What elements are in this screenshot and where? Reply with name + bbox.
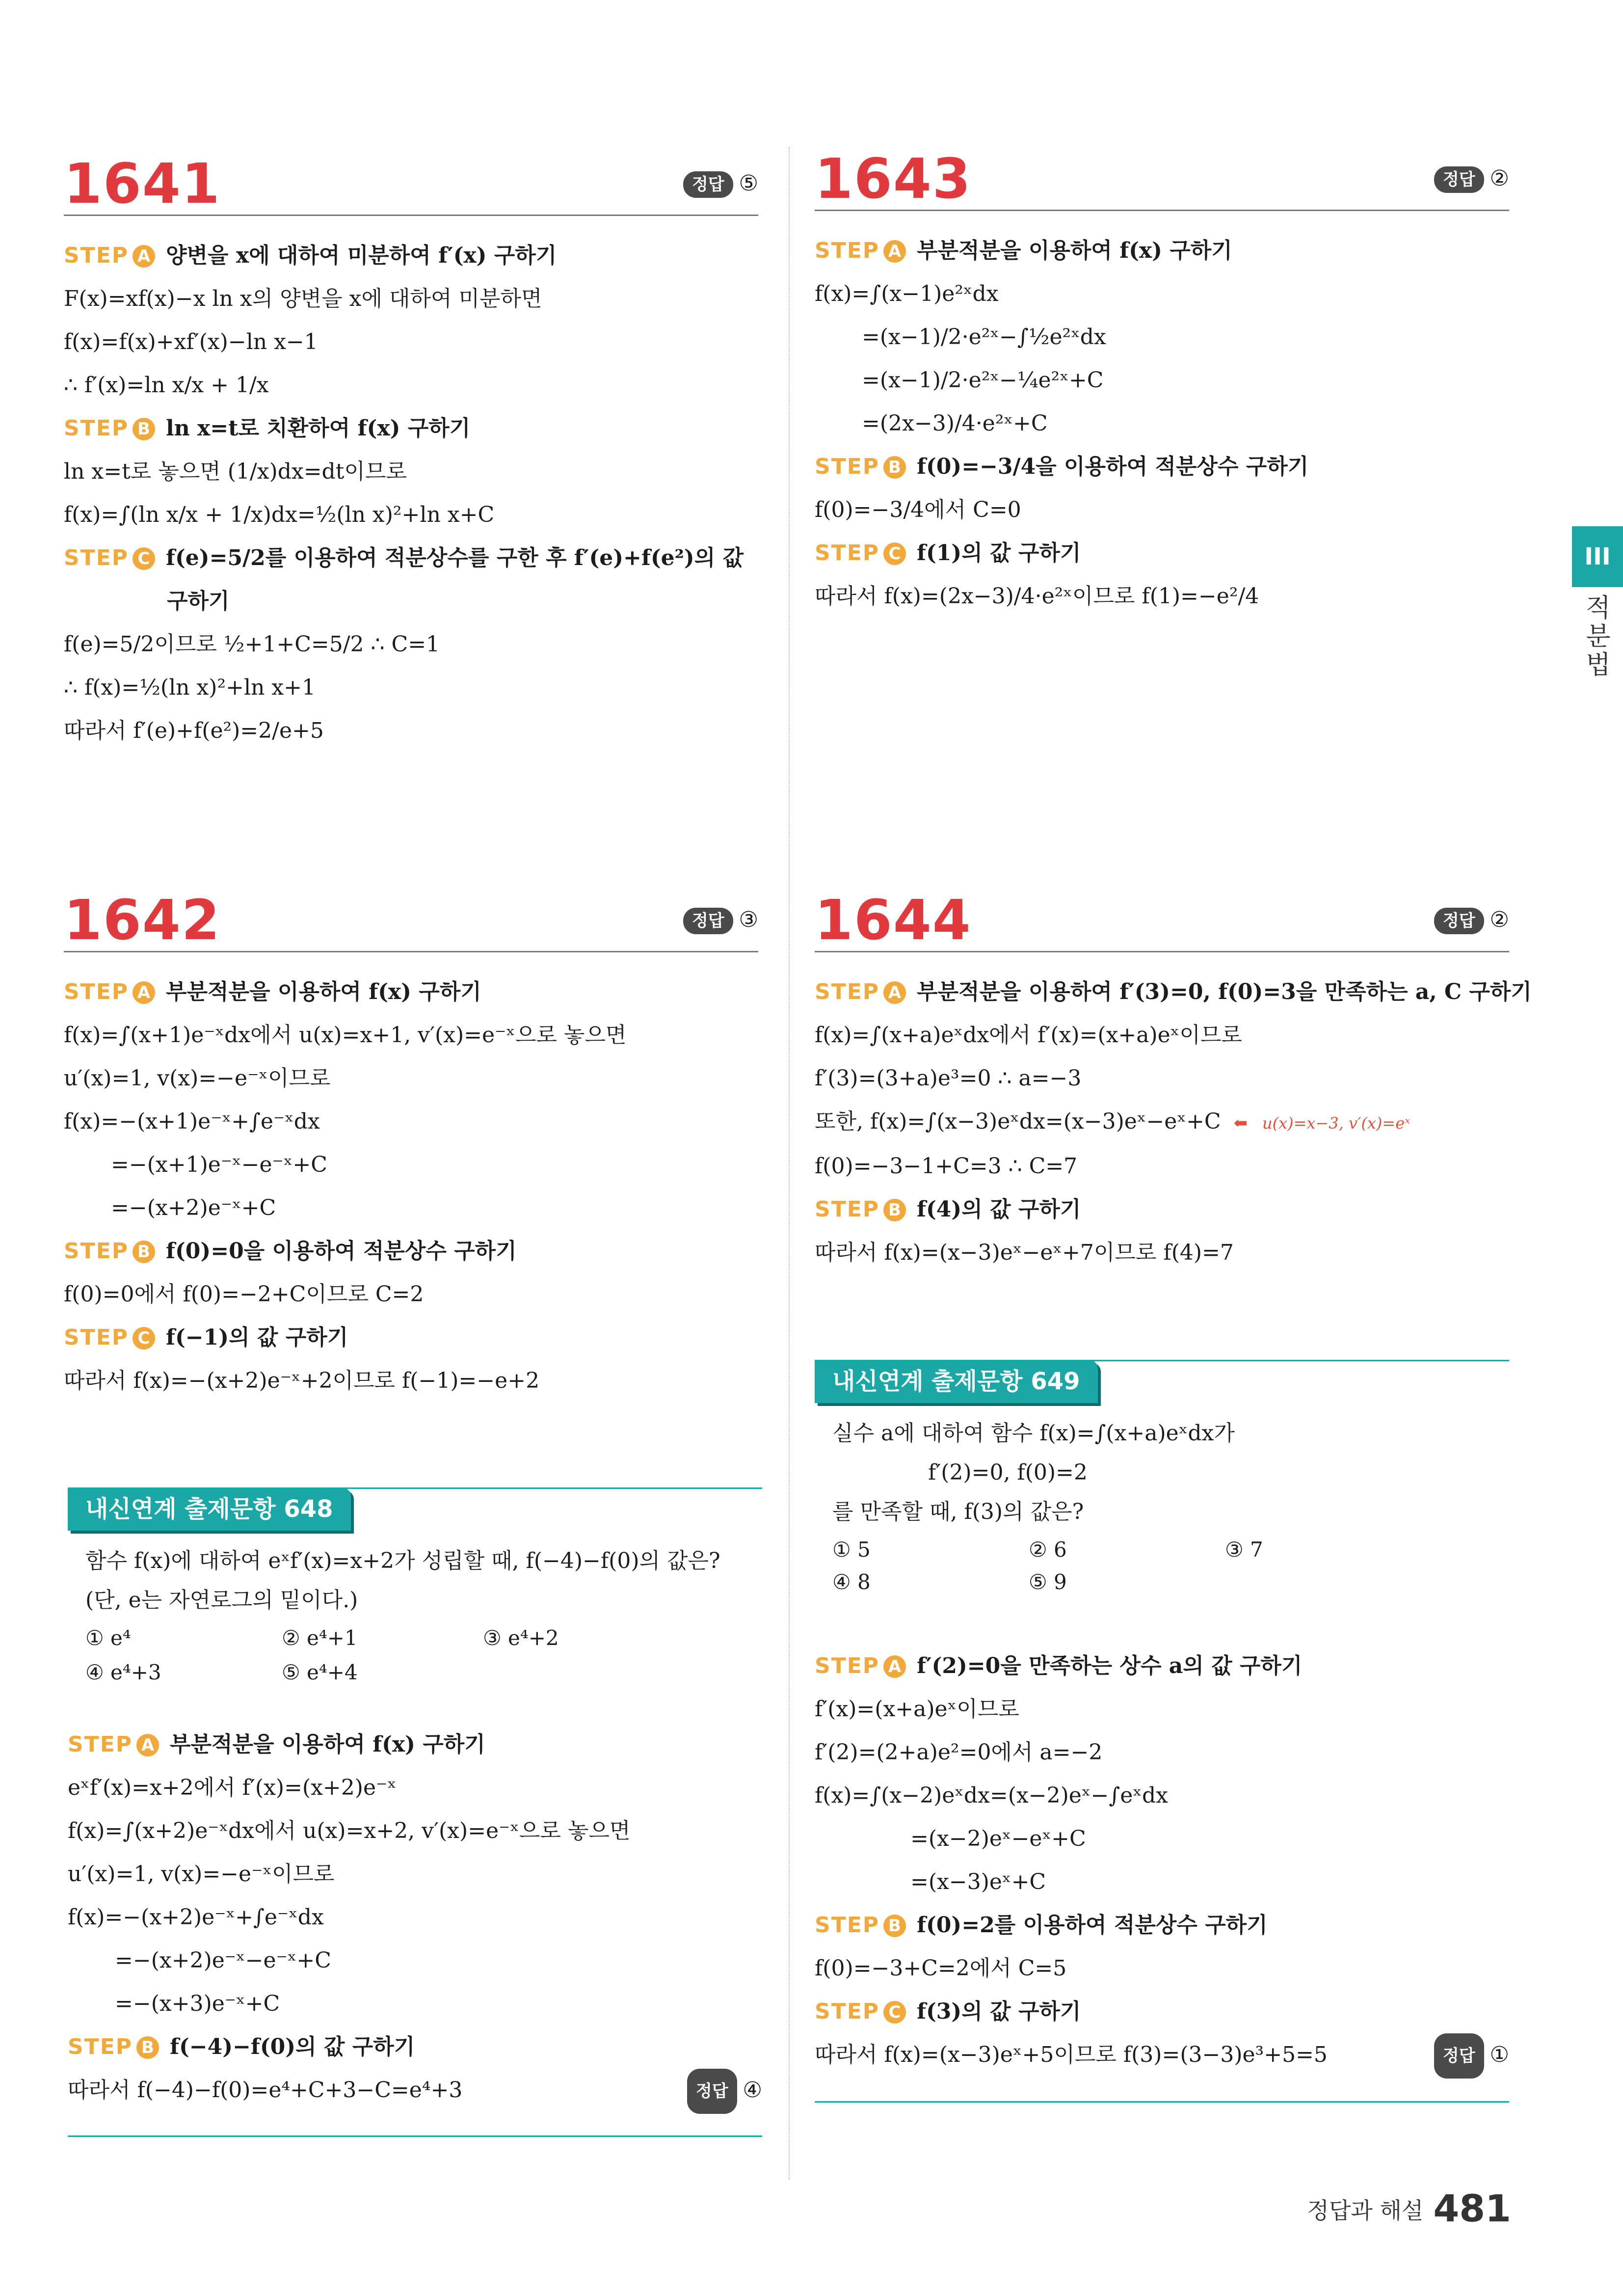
step-c: STEP C f(1)의 값 구하기	[815, 540, 1081, 566]
solution-line: f(x)=∫(x−2)eˣdx=(x−2)eˣ−∫eˣdx	[815, 1783, 1168, 1808]
solution-line: f(x)=f(x)+xf′(x)−ln x−1	[64, 329, 318, 354]
step-c-continued: 구하기	[167, 589, 230, 614]
solution-line: 따라서 f(x)=(x−3)eˣ−eˣ+7이므로 f(4)=7	[815, 1240, 1234, 1265]
linked-body	[832, 1414, 1509, 1604]
step-a: STEP A 양변을 x에 대하여 미분하여 f′(x) 구하기	[64, 243, 557, 268]
answer-badge: 정답	[1434, 908, 1484, 934]
solution-line: u′(x)=1, v(x)=−e⁻ˣ이므로	[68, 1862, 335, 1887]
annotation-note: u(x)=x−3, v′(x)=eˣ	[1262, 1114, 1410, 1133]
solution-line: ∴ f(x)=½(ln x)²+ln x+1	[64, 675, 316, 700]
solution-line: 따라서 f(−4)−f(0)=e⁴+C+3−C=e⁴+3 정답 ④	[68, 2069, 762, 2112]
linked-title: 내신연계 출제문항 649	[815, 1360, 1098, 1403]
solution-line: =(x−1)/2·e²ˣ−∫½e²ˣdx	[862, 324, 1106, 350]
linked-end-rule	[68, 2135, 762, 2137]
answer-value: ②	[1490, 166, 1509, 191]
step-b: STEP B ln x=t로 치환하여 f(x) 구하기	[64, 416, 471, 441]
answer-tag: 정답 ④	[687, 2069, 762, 2114]
step-c: STEP C f(−1)의 값 구하기	[64, 1325, 348, 1350]
step-a: STEP A 부분적분을 이용하여 f′(3)=0, f(0)=3을 만족하는 a, C 구하기	[815, 979, 1532, 1004]
question-text: (단, e는 자연로그의 밑이다.)	[85, 1588, 358, 1613]
solution-line: u′(x)=1, v(x)=−e⁻ˣ이므로	[64, 1066, 331, 1091]
choice-3: ③ e⁴+2	[483, 1626, 559, 1650]
solution-line: =−(x+1)e⁻ˣ−e⁻ˣ+C	[111, 1152, 327, 1177]
step-b: STEP B f(0)=2를 이용하여 적분상수 구하기	[815, 1913, 1268, 1938]
chapter-tab[interactable]: III	[1572, 526, 1623, 587]
answer-value: ③	[739, 907, 758, 932]
solution-line: =−(x+2)e⁻ˣ−e⁻ˣ+C	[115, 1948, 331, 1973]
page-number: 481	[1433, 2187, 1511, 2230]
linked-title: 내신연계 출제문항 648	[68, 1487, 351, 1531]
solution-line: 따라서 f′(e)+f(e²)=2/e+5	[64, 718, 324, 743]
solution-line: =(x−2)eˣ−eˣ+C	[910, 1826, 1086, 1851]
answer-badge: 정답	[1434, 166, 1484, 193]
choice-1: ① 5	[832, 1538, 871, 1562]
step-c: STEP C f(3)의 값 구하기	[815, 1999, 1081, 2024]
solution-line: f(e)=5/2이므로 ½+1+C=5/2 ∴ C=1	[64, 632, 440, 657]
solution-line: eˣf′(x)=x+2에서 f′(x)=(x+2)e⁻ˣ	[68, 1775, 397, 1800]
solution-line: f(x)=−(x+2)e⁻ˣ+∫e⁻ˣdx	[68, 1905, 324, 1930]
solution-line: f(x)=∫(x+1)e⁻ˣdx에서 u(x)=x+1, v′(x)=e⁻ˣ으로 놓으면	[64, 1023, 627, 1048]
header-rule	[815, 951, 1509, 952]
chapter-label: 적분법	[1581, 594, 1610, 679]
arrow-left-icon: ⬅	[1233, 1113, 1248, 1133]
step-a: STEP A 부분적분을 이용하여 f(x) 구하기	[64, 979, 481, 1004]
solution-line: =(2x−3)/4·e²ˣ+C	[862, 411, 1048, 436]
answer-tag: 정답 ①	[1434, 2033, 1509, 2079]
step-a: STEP A 부분적분을 이용하여 f(x) 구하기	[815, 238, 1232, 263]
choice-2: ② e⁴+1	[282, 1626, 358, 1650]
choices	[85, 1624, 762, 1693]
solution-line: f(x)=−(x+1)e⁻ˣ+∫e⁻ˣdx	[64, 1109, 320, 1134]
linked-end-rule	[815, 2101, 1509, 2103]
footer-text: 정답과 해설	[1307, 2197, 1424, 2224]
question-condition: f′(2)=0, f(0)=2	[928, 1460, 1088, 1485]
linked-solution	[68, 1723, 762, 2112]
solution-line: f(0)=−3−1+C=3 ∴ C=7	[815, 1154, 1078, 1179]
solution-line: =(x−3)eˣ+C	[910, 1869, 1046, 1894]
solution-line: F(x)=xf(x)−x ln x의 양변을 x에 대하여 미분하면	[64, 286, 542, 311]
column-divider	[789, 147, 790, 2180]
answer-value: ⑤	[739, 171, 758, 196]
solution-line: 따라서 f(x)=−(x+2)e⁻ˣ+2이므로 f(−1)=−e+2	[64, 1368, 540, 1393]
solution-line: f(x)=∫(x−1)e²ˣdx	[815, 281, 999, 306]
choices	[832, 1536, 1509, 1604]
solution-line: 따라서 f(x)=(x−3)eˣ+5이므로 f(3)=(3−3)e³+5=5 정답 ①	[815, 2033, 1509, 2077]
choice-5: ⑤ e⁴+4	[282, 1660, 358, 1684]
solution-line: f(0)=−3/4에서 C=0	[815, 497, 1021, 522]
solution-line: f(x)=∫(ln x/x + 1/x)dx=½(ln x)²+ln x+C	[64, 502, 495, 527]
answer-badge: 정답	[683, 171, 733, 198]
solution-line: f′(3)=(3+a)e³=0 ∴ a=−3	[815, 1066, 1082, 1091]
linked-problem-648	[68, 1487, 762, 2165]
choice-1: ① e⁴	[85, 1626, 131, 1650]
answer-value: ②	[1490, 907, 1509, 932]
problem-1641	[64, 152, 758, 866]
header-rule	[64, 215, 758, 216]
solution-line: ∴ f′(x)=ln x/x + 1/x	[64, 373, 269, 398]
choice-4: ④ e⁴+3	[85, 1660, 161, 1684]
solution-line: f′(2)=(2+a)e²=0에서 a=−2	[815, 1740, 1103, 1765]
choice-3: ③ 7	[1225, 1538, 1263, 1562]
solution-line: f′(x)=(x+a)eˣ이므로	[815, 1697, 1019, 1722]
solution-line: =−(x+3)e⁻ˣ+C	[115, 1991, 280, 2016]
problem-1642	[64, 891, 758, 1431]
page-footer	[1307, 2187, 1511, 2230]
header-rule	[815, 210, 1509, 211]
question-text: 실수 a에 대하여 함수 f(x)=∫(x+a)eˣdx가	[832, 1421, 1235, 1446]
solution-line: f(0)=−3+C=2에서 C=5	[815, 1956, 1067, 1981]
step-a: STEP A 부분적분을 이용하여 f(x) 구하기	[68, 1732, 485, 1757]
question-text: 를 만족할 때, f(3)의 값은?	[832, 1499, 1084, 1524]
problem-number: 1642	[64, 889, 221, 952]
answer-tag	[683, 908, 758, 934]
step-a: STEP A f′(2)=0을 만족하는 상수 a의 값 구하기	[815, 1653, 1303, 1678]
solution-body	[64, 971, 758, 1403]
solution-line: ln x=t로 놓으면 (1/x)dx=dt이므로	[64, 459, 407, 484]
problem-1644	[815, 889, 1532, 1333]
solution-line: =−(x+2)e⁻ˣ+C	[111, 1195, 276, 1220]
choice-4: ④ 8	[832, 1570, 871, 1594]
problem-number: 1643	[815, 147, 972, 211]
solution-line: 또한, f(x)=∫(x−3)eˣdx=(x−3)eˣ−eˣ+C ⬅ u(x)=x−3, v′(x)=eˣ	[815, 1109, 1410, 1134]
problem-number: 1644	[815, 889, 972, 952]
linked-problem-649	[815, 1360, 1509, 2116]
choice-5: ⑤ 9	[1029, 1570, 1067, 1594]
solution-body	[64, 234, 758, 753]
linked-solution	[815, 1645, 1509, 2077]
step-b: STEP B f(0)=0을 이용하여 적분상수 구하기	[64, 1239, 517, 1264]
problem-1643	[815, 147, 1509, 788]
solution-line: =(x−1)/2·e²ˣ−¼e²ˣ+C	[862, 368, 1104, 393]
answer-tag	[1434, 166, 1509, 193]
answer-badge: 정답	[683, 908, 733, 934]
step-c: STEP C f(e)=5/2를 이용하여 적분상수를 구한 후 f′(e)+f(e²)의 값	[64, 545, 744, 570]
answer-tag	[1434, 908, 1509, 934]
solution-line: 따라서 f(x)=(2x−3)/4·e²ˣ이므로 f(1)=−e²/4	[815, 584, 1259, 609]
linked-body	[85, 1541, 762, 1693]
problem-number: 1641	[64, 152, 221, 216]
solution-line: f(x)=∫(x+2)e⁻ˣdx에서 u(x)=x+2, v′(x)=e⁻ˣ으로 놓으면	[68, 1818, 631, 1843]
step-b: STEP B f(4)의 값 구하기	[815, 1197, 1081, 1222]
solution-body	[815, 971, 1532, 1274]
step-b: STEP B f(−4)−f(0)의 값 구하기	[68, 2034, 415, 2059]
header-rule	[64, 951, 758, 952]
question-text: 함수 f(x)에 대하여 eˣf′(x)=x+2가 성립할 때, f(−4)−f(0)의 값은?	[85, 1548, 720, 1573]
step-b: STEP B f(0)=−3/4을 이용하여 적분상수 구하기	[815, 454, 1309, 479]
choice-2: ② 6	[1029, 1538, 1067, 1562]
solution-line: f(x)=∫(x+a)eˣdx에서 f′(x)=(x+a)eˣ이므로	[815, 1023, 1242, 1048]
solution-line: f(0)=0에서 f(0)=−2+C이므로 C=2	[64, 1282, 424, 1307]
answer-tag	[683, 171, 758, 198]
solution-body	[815, 229, 1509, 618]
